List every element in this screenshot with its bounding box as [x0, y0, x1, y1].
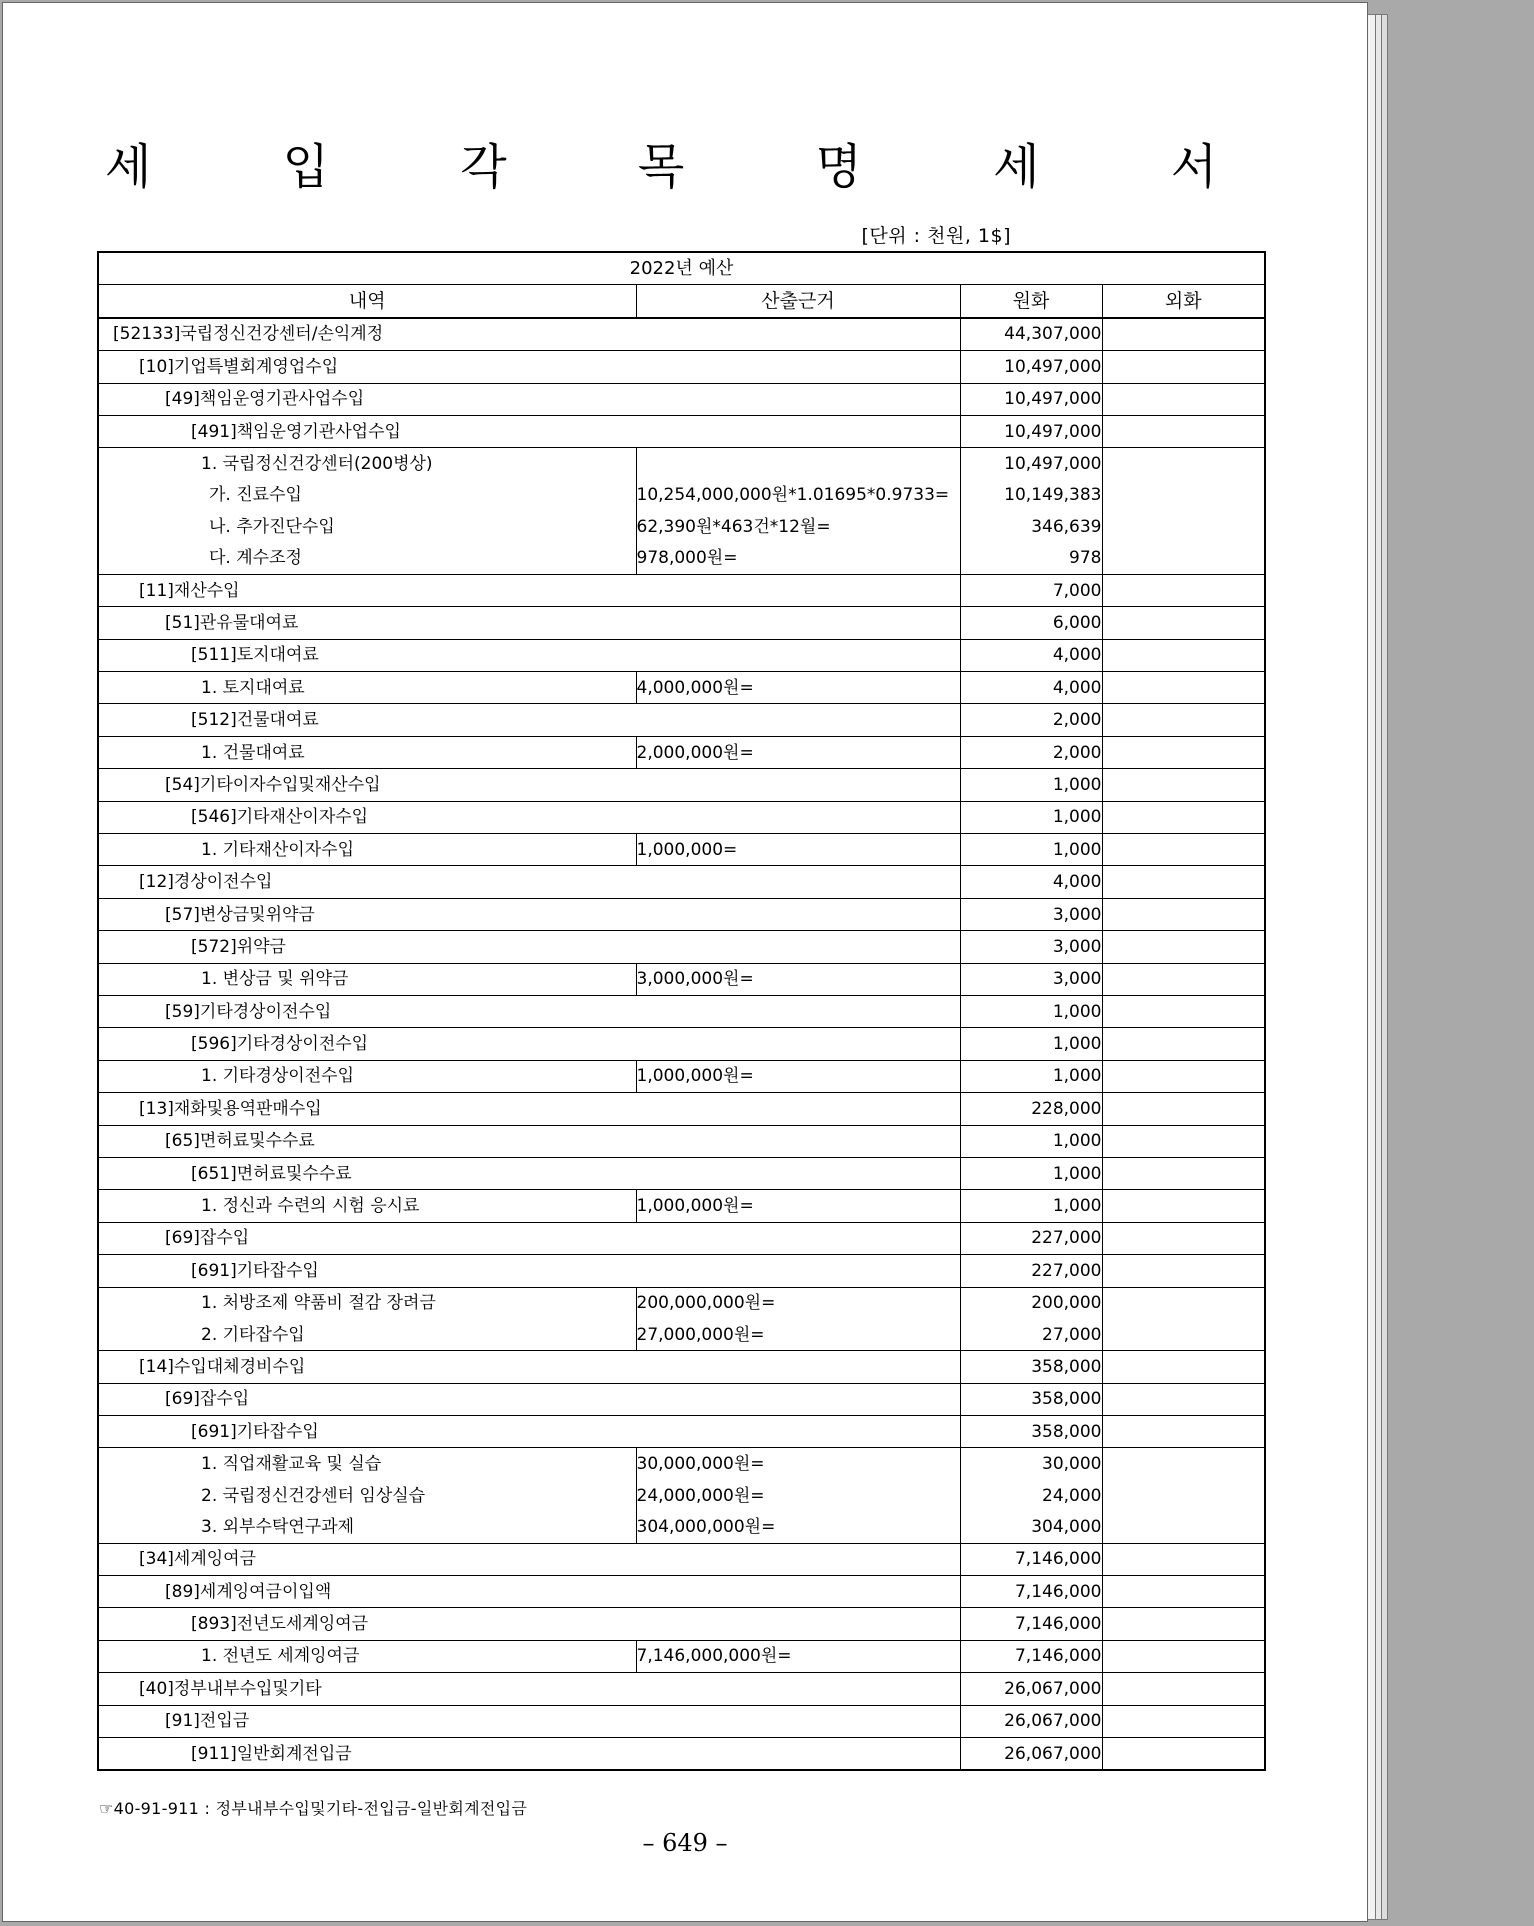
row-krw-amount: 304,000 — [960, 1511, 1102, 1543]
table-row — [98, 574, 1265, 606]
table-row — [98, 1125, 1265, 1157]
row-basis: 62,390원*463건*12월= — [636, 511, 960, 542]
row-fx-amount — [1102, 1319, 1265, 1351]
row-krw-amount: 346,639 — [960, 511, 1102, 542]
revenue-detail-table — [97, 251, 1266, 1771]
row-item: [691]기타잡수입 — [98, 1416, 960, 1448]
table-row — [98, 1190, 1265, 1222]
row-item: [91]전입금 — [98, 1705, 960, 1737]
row-item: 2. 기타잡수입 — [98, 1319, 636, 1351]
row-item: 1. 전년도 세계잉여금 — [98, 1640, 636, 1672]
table-row — [98, 834, 1265, 866]
row-fx-amount — [1102, 480, 1265, 511]
row-fx-amount — [1102, 1737, 1265, 1770]
table-row — [98, 1416, 1265, 1448]
table-row — [98, 480, 1265, 511]
row-krw-amount: 44,307,000 — [960, 318, 1102, 351]
table-row — [98, 1480, 1265, 1511]
row-item: 1. 기타경상이전수입 — [98, 1060, 636, 1092]
row-fx-amount — [1102, 1190, 1265, 1222]
row-krw-amount: 4,000 — [960, 639, 1102, 671]
row-item: 3. 외부수탁연구과제 — [98, 1511, 636, 1543]
row-krw-amount: 3,000 — [960, 963, 1102, 995]
row-krw-amount: 26,067,000 — [960, 1673, 1102, 1705]
row-item: [12]경상이전수입 — [98, 866, 960, 898]
year-header: 2022년 예산 — [98, 252, 1265, 285]
row-basis: 1,000,000원= — [636, 1060, 960, 1092]
row-item: [911]일반회계전입금 — [98, 1737, 960, 1770]
row-basis: 3,000,000원= — [636, 963, 960, 995]
row-fx-amount — [1102, 543, 1265, 575]
table-row — [98, 383, 1265, 415]
row-basis: 200,000,000원= — [636, 1287, 960, 1319]
column-header-basis: 산출근거 — [636, 285, 960, 318]
row-item: 1. 처방조제 약품비 절감 장려금 — [98, 1287, 636, 1319]
table-row — [98, 1028, 1265, 1060]
row-item: [572]위약금 — [98, 931, 960, 963]
row-krw-amount: 227,000 — [960, 1255, 1102, 1287]
row-basis: 10,254,000,000원*1.01695*0.9733= — [636, 480, 960, 511]
row-basis: 2,000,000원= — [636, 736, 960, 768]
row-krw-amount: 227,000 — [960, 1222, 1102, 1254]
row-basis: 7,146,000,000원= — [636, 1640, 960, 1672]
row-item: 2. 국립정신건강센터 임상실습 — [98, 1480, 636, 1511]
row-krw-amount: 1,000 — [960, 801, 1102, 833]
row-krw-amount: 10,497,000 — [960, 351, 1102, 383]
row-krw-amount: 7,146,000 — [960, 1576, 1102, 1608]
row-fx-amount — [1102, 898, 1265, 930]
row-fx-amount — [1102, 1543, 1265, 1575]
row-krw-amount: 7,146,000 — [960, 1640, 1102, 1672]
row-krw-amount: 1,000 — [960, 769, 1102, 801]
table-row — [98, 1157, 1265, 1189]
row-fx-amount — [1102, 511, 1265, 542]
row-fx-amount — [1102, 1511, 1265, 1543]
row-item: 1. 건물대여료 — [98, 736, 636, 768]
table-row — [98, 1640, 1265, 1672]
row-item: [491]책임운영기관사업수입 — [98, 415, 960, 447]
document-title: 세 입 각 목 명 세 서 — [104, 139, 1276, 195]
table-row — [98, 1511, 1265, 1543]
row-fx-amount — [1102, 704, 1265, 736]
row-item: [40]정부내부수입및기타 — [98, 1673, 960, 1705]
row-krw-amount: 7,000 — [960, 574, 1102, 606]
row-fx-amount — [1102, 801, 1265, 833]
table-row — [98, 995, 1265, 1027]
row-item: 1. 토지대여료 — [98, 672, 636, 704]
table-row — [98, 1608, 1265, 1640]
table-row — [98, 1222, 1265, 1254]
row-fx-amount — [1102, 1416, 1265, 1448]
table-row — [98, 1060, 1265, 1092]
table-row — [98, 1351, 1265, 1383]
row-item: [651]면허료및수수료 — [98, 1157, 960, 1189]
row-item: [893]전년도세계잉여금 — [98, 1608, 960, 1640]
row-krw-amount: 26,067,000 — [960, 1737, 1102, 1770]
table-row — [98, 511, 1265, 542]
column-header-fx: 외화 — [1102, 285, 1265, 318]
row-fx-amount — [1102, 834, 1265, 866]
table-row — [98, 1737, 1265, 1770]
row-item: [52133]국립정신건강센터/손익계정 — [98, 318, 960, 351]
row-krw-amount: 7,146,000 — [960, 1608, 1102, 1640]
row-fx-amount — [1102, 1060, 1265, 1092]
row-krw-amount: 7,146,000 — [960, 1543, 1102, 1575]
row-item: [59]기타경상이전수입 — [98, 995, 960, 1027]
row-item: 가. 진료수입 — [98, 480, 636, 511]
column-header-item: 내역 — [98, 285, 636, 318]
table-row — [98, 963, 1265, 995]
row-basis — [636, 448, 960, 480]
row-krw-amount: 6,000 — [960, 607, 1102, 639]
table-row — [98, 415, 1265, 447]
table-row — [98, 1673, 1265, 1705]
row-krw-amount: 10,497,000 — [960, 415, 1102, 447]
row-fx-amount — [1102, 639, 1265, 671]
row-basis: 304,000,000원= — [636, 1511, 960, 1543]
row-item: 다. 계수조정 — [98, 543, 636, 575]
row-basis: 30,000,000원= — [636, 1448, 960, 1480]
row-krw-amount: 1,000 — [960, 1190, 1102, 1222]
row-krw-amount: 4,000 — [960, 866, 1102, 898]
row-item: [596]기타경상이전수입 — [98, 1028, 960, 1060]
row-fx-amount — [1102, 1125, 1265, 1157]
row-fx-amount — [1102, 1448, 1265, 1480]
table-row — [98, 931, 1265, 963]
row-krw-amount: 358,000 — [960, 1351, 1102, 1383]
row-krw-amount: 1,000 — [960, 834, 1102, 866]
row-fx-amount — [1102, 351, 1265, 383]
row-item: [10]기업특별회계영업수입 — [98, 351, 960, 383]
row-fx-amount — [1102, 995, 1265, 1027]
row-item: [512]건물대여료 — [98, 704, 960, 736]
row-item: [54]기타이자수입및재산수입 — [98, 769, 960, 801]
row-item: [51]관유물대여료 — [98, 607, 960, 639]
row-basis: 978,000원= — [636, 543, 960, 575]
row-basis: 1,000,000원= — [636, 1190, 960, 1222]
row-krw-amount: 1,000 — [960, 995, 1102, 1027]
row-fx-amount — [1102, 963, 1265, 995]
table-row — [98, 1383, 1265, 1415]
row-fx-amount — [1102, 931, 1265, 963]
table-row — [98, 1287, 1265, 1319]
row-krw-amount: 978 — [960, 543, 1102, 575]
row-krw-amount: 24,000 — [960, 1480, 1102, 1511]
row-item: [57]변상금및위약금 — [98, 898, 960, 930]
row-basis: 1,000,000= — [636, 834, 960, 866]
row-krw-amount: 358,000 — [960, 1383, 1102, 1415]
row-fx-amount — [1102, 1608, 1265, 1640]
row-item: [34]세계잉여금 — [98, 1543, 960, 1575]
row-item: [69]잡수입 — [98, 1383, 960, 1415]
row-basis: 24,000,000원= — [636, 1480, 960, 1511]
document-page — [2, 2, 1368, 1922]
row-krw-amount: 10,497,000 — [960, 383, 1102, 415]
row-fx-amount — [1102, 1157, 1265, 1189]
row-fx-amount — [1102, 1576, 1265, 1608]
row-fx-amount — [1102, 1255, 1265, 1287]
row-krw-amount: 1,000 — [960, 1125, 1102, 1157]
row-item: [546]기타재산이자수입 — [98, 801, 960, 833]
row-fx-amount — [1102, 1287, 1265, 1319]
row-krw-amount: 1,000 — [960, 1157, 1102, 1189]
table-row — [98, 898, 1265, 930]
table-row — [98, 1319, 1265, 1351]
row-basis: 27,000,000원= — [636, 1319, 960, 1351]
table-row — [98, 318, 1265, 351]
row-item: [13]재화및용역판매수입 — [98, 1093, 960, 1125]
row-item: [49]책임운영기관사업수입 — [98, 383, 960, 415]
row-fx-amount — [1102, 866, 1265, 898]
row-item: 1. 변상금 및 위약금 — [98, 963, 636, 995]
row-krw-amount: 1,000 — [960, 1028, 1102, 1060]
row-fx-amount — [1102, 769, 1265, 801]
row-fx-amount — [1102, 1383, 1265, 1415]
table-row — [98, 769, 1265, 801]
row-fx-amount — [1102, 1640, 1265, 1672]
row-fx-amount — [1102, 1705, 1265, 1737]
row-item: 1. 정신과 수련의 시험 응시료 — [98, 1190, 636, 1222]
row-fx-amount — [1102, 383, 1265, 415]
row-fx-amount — [1102, 1480, 1265, 1511]
table-row — [98, 1255, 1265, 1287]
row-fx-amount — [1102, 1351, 1265, 1383]
table-row — [98, 607, 1265, 639]
row-fx-amount — [1102, 415, 1265, 447]
row-krw-amount: 200,000 — [960, 1287, 1102, 1319]
row-krw-amount: 2,000 — [960, 704, 1102, 736]
row-fx-amount — [1102, 1222, 1265, 1254]
table-row — [98, 351, 1265, 383]
table-row — [98, 543, 1265, 575]
table-row — [98, 866, 1265, 898]
row-item: [65]면허료및수수료 — [98, 1125, 960, 1157]
column-header-krw: 원화 — [960, 285, 1102, 318]
row-krw-amount: 27,000 — [960, 1319, 1102, 1351]
table-row — [98, 1576, 1265, 1608]
row-item: [11]재산수입 — [98, 574, 960, 606]
row-fx-amount — [1102, 574, 1265, 606]
row-item: [14]수입대체경비수입 — [98, 1351, 960, 1383]
table-row — [98, 704, 1265, 736]
row-krw-amount: 2,000 — [960, 736, 1102, 768]
table-row — [98, 1543, 1265, 1575]
row-krw-amount: 3,000 — [960, 898, 1102, 930]
row-fx-amount — [1102, 318, 1265, 351]
row-krw-amount: 4,000 — [960, 672, 1102, 704]
row-krw-amount: 358,000 — [960, 1416, 1102, 1448]
table-body — [98, 318, 1265, 1771]
row-item: 1. 국립정신건강센터(200병상) — [98, 448, 636, 480]
row-krw-amount: 1,000 — [960, 1060, 1102, 1092]
row-item: [691]기타잡수입 — [98, 1255, 960, 1287]
table-row — [98, 736, 1265, 768]
row-krw-amount: 228,000 — [960, 1093, 1102, 1125]
unit-label: [단위 : 천원, 1$] — [861, 225, 1011, 247]
row-item: 1. 기타재산이자수입 — [98, 834, 636, 866]
row-fx-amount — [1102, 736, 1265, 768]
footnote: ☞40-91-911 : 정부내부수입및기타-전입금-일반회계전입금 — [99, 1799, 528, 1818]
row-basis: 4,000,000원= — [636, 672, 960, 704]
row-krw-amount: 3,000 — [960, 931, 1102, 963]
row-fx-amount — [1102, 672, 1265, 704]
row-krw-amount: 10,497,000 — [960, 448, 1102, 480]
table-row — [98, 672, 1265, 704]
table-row — [98, 1448, 1265, 1480]
row-item: [89]세계잉여금이입액 — [98, 1576, 960, 1608]
table-row — [98, 801, 1265, 833]
table-row — [98, 639, 1265, 671]
table-row — [98, 448, 1265, 480]
row-fx-amount — [1102, 607, 1265, 639]
row-fx-amount — [1102, 1673, 1265, 1705]
row-fx-amount — [1102, 1093, 1265, 1125]
page-number: – 649 – — [642, 1829, 728, 1857]
row-krw-amount: 26,067,000 — [960, 1705, 1102, 1737]
row-fx-amount — [1102, 1028, 1265, 1060]
table-row — [98, 1705, 1265, 1737]
row-item: 1. 직업재활교육 및 실습 — [98, 1448, 636, 1480]
row-krw-amount: 10,149,383 — [960, 480, 1102, 511]
row-fx-amount — [1102, 448, 1265, 480]
row-krw-amount: 30,000 — [960, 1448, 1102, 1480]
row-item: 나. 추가진단수입 — [98, 511, 636, 542]
table-row — [98, 1093, 1265, 1125]
row-item: [69]잡수입 — [98, 1222, 960, 1254]
row-item: [511]토지대여료 — [98, 639, 960, 671]
